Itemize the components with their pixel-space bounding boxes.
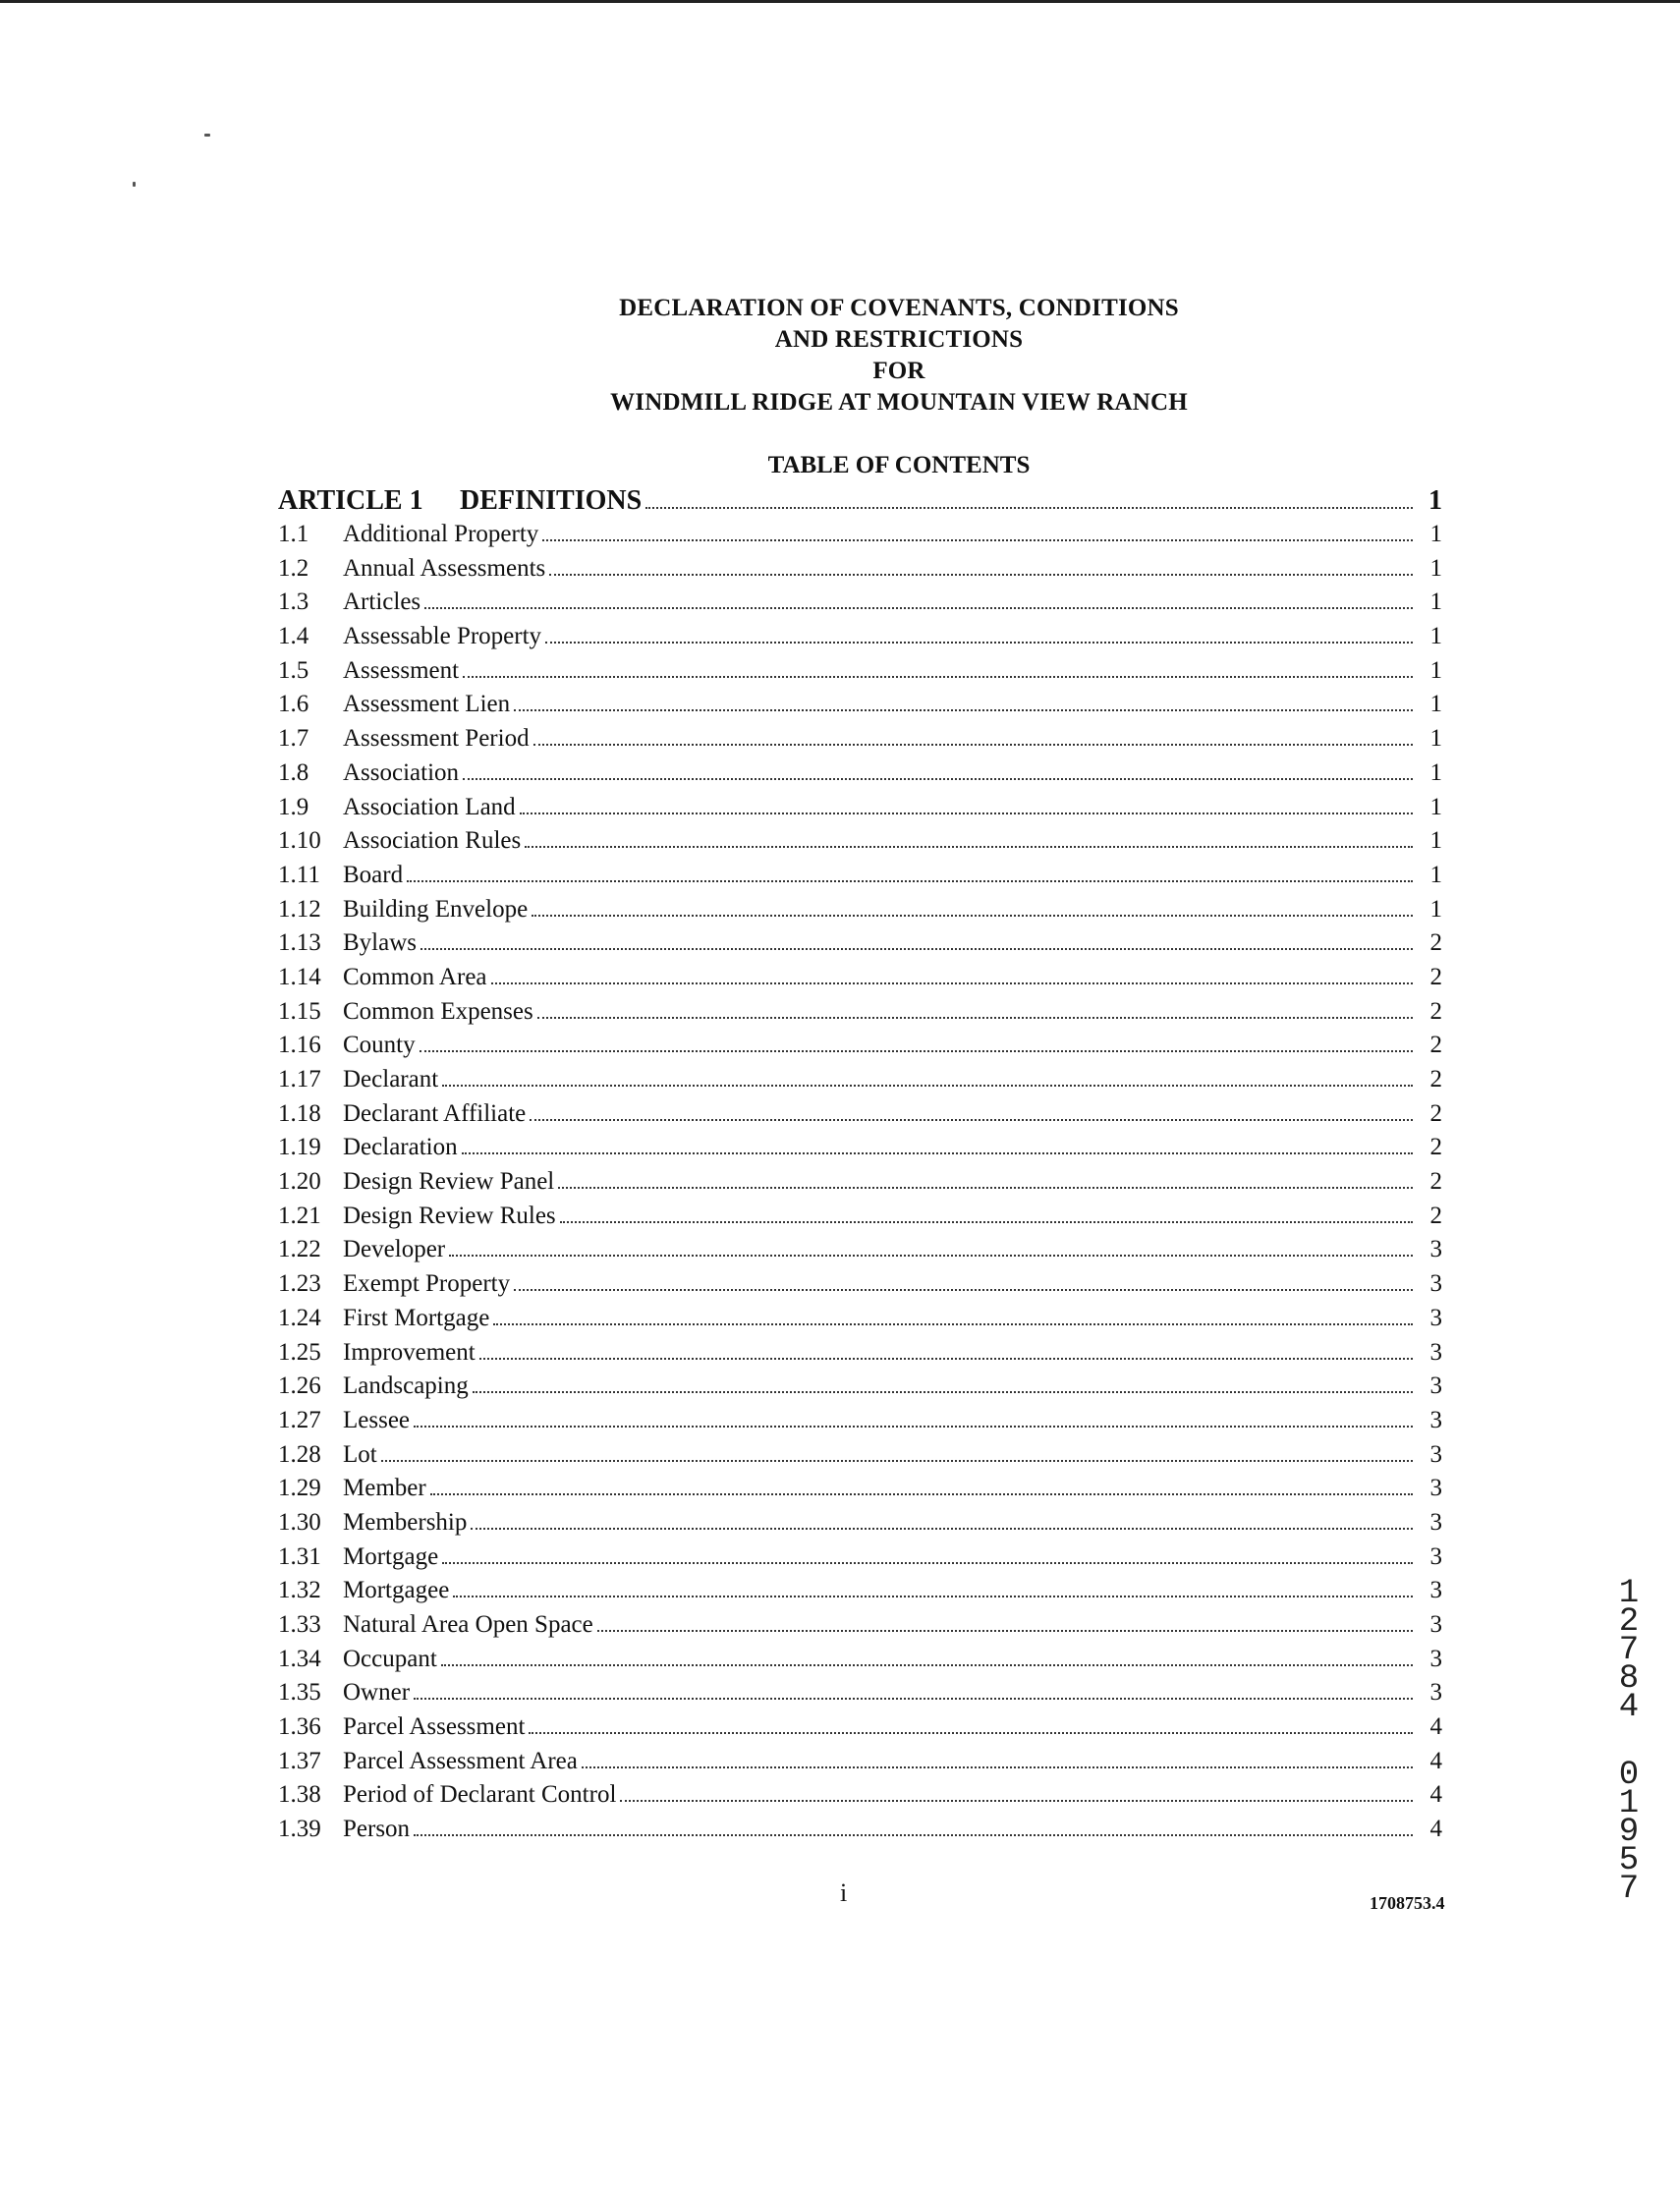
entry-label: Lot <box>343 1440 377 1468</box>
entry-number: 1.16 <box>278 1032 321 1059</box>
entry-page: 1 <box>1429 554 1442 582</box>
entry-page: 3 <box>1429 1440 1442 1468</box>
entry-number: 1.30 <box>278 1508 321 1536</box>
entry-number: 1.18 <box>278 1099 321 1127</box>
entry-label: Occupant <box>343 1645 437 1672</box>
entry-number: 1.35 <box>278 1679 321 1707</box>
entry-page: 4 <box>1429 1713 1442 1741</box>
dot-leader <box>471 1527 1413 1530</box>
entry-label: Declaration <box>343 1134 458 1161</box>
toc-entry-row[interactable] <box>278 794 1442 828</box>
dot-leader <box>597 1629 1413 1632</box>
entry-label: Association Land <box>343 793 516 820</box>
toc-entry-row[interactable] <box>278 862 1442 896</box>
entry-number: 1.28 <box>278 1440 321 1468</box>
entry-number: 1.15 <box>278 997 321 1025</box>
entry-page: 2 <box>1429 1202 1442 1229</box>
toc-entry-row[interactable] <box>278 1305 1442 1339</box>
entry-page: 2 <box>1429 997 1442 1025</box>
entry-page: 2 <box>1429 1066 1442 1092</box>
entry-number: 1.19 <box>278 1134 321 1161</box>
toc-entry-row[interactable] <box>278 1577 1442 1611</box>
toc-entry-row[interactable] <box>278 1203 1442 1237</box>
dot-leader <box>645 506 1413 509</box>
entry-label: Member <box>343 1475 426 1502</box>
entry-page: 3 <box>1429 1304 1442 1331</box>
article-label: DEFINITIONS <box>460 485 643 516</box>
entry-label: Additional Property <box>343 521 539 547</box>
entry-label: Mortgage <box>343 1542 439 1570</box>
entry-label: Assessment Period <box>343 725 530 753</box>
dot-leader <box>525 845 1413 848</box>
toc-entry-row[interactable] <box>278 1713 1442 1748</box>
entry-label: Common Area <box>343 963 487 990</box>
toc-entry-row[interactable] <box>278 1611 1442 1646</box>
dot-leader <box>407 879 1413 882</box>
entry-page: 2 <box>1429 1099 1442 1127</box>
document-title <box>0 293 1680 419</box>
entry-page: 3 <box>1429 1270 1442 1298</box>
dot-leader <box>420 1049 1413 1052</box>
dot-leader <box>462 1151 1413 1154</box>
stamp-digit: 5 <box>1618 1842 1640 1879</box>
dot-leader <box>558 1186 1413 1189</box>
dot-leader <box>381 1459 1413 1462</box>
entry-label: Person <box>343 1816 411 1843</box>
entry-page: 1 <box>1429 588 1442 616</box>
entry-number: 1.21 <box>278 1202 321 1229</box>
dot-leader <box>545 641 1413 644</box>
title-line: FOR <box>872 358 925 384</box>
toc-entry-row[interactable] <box>278 1066 1442 1100</box>
entry-number: 1.26 <box>278 1373 321 1400</box>
entry-number: 1.11 <box>278 861 320 888</box>
entry-page: 3 <box>1429 1406 1442 1433</box>
toc-entry-row[interactable] <box>278 1679 1442 1713</box>
toc-entry-row[interactable] <box>278 623 1442 657</box>
toc-entry-row[interactable] <box>278 1781 1442 1816</box>
toc-entry-row[interactable] <box>278 896 1442 930</box>
toc-entry-row[interactable] <box>278 725 1442 759</box>
entry-page: 2 <box>1429 1168 1442 1196</box>
entry-page: 2 <box>1429 1032 1442 1059</box>
entry-label: Assessable Property <box>343 623 542 650</box>
entry-number: 1.39 <box>278 1816 321 1843</box>
entry-label: County <box>343 1032 416 1059</box>
dot-leader <box>491 981 1413 984</box>
entry-label: Association Rules <box>343 827 522 855</box>
toc-entry-row[interactable] <box>278 691 1442 725</box>
entry-number: 1.6 <box>278 691 309 718</box>
stamp-gap <box>1609 1722 1649 1762</box>
entry-number: 1.27 <box>278 1406 321 1433</box>
toc-entry-row[interactable] <box>278 964 1442 998</box>
toc-entry-row[interactable] <box>278 1407 1442 1441</box>
entry-label: Design Review Rules <box>343 1202 556 1229</box>
toc-entry-row[interactable] <box>278 1748 1442 1782</box>
entry-page: 1 <box>1429 656 1442 684</box>
stamp-digit: 1 <box>1618 1785 1640 1822</box>
entry-number: 1.22 <box>278 1236 321 1263</box>
entry-number: 1.4 <box>278 623 309 650</box>
entry-label: Design Review Panel <box>343 1168 555 1196</box>
toc-entry-row[interactable] <box>278 521 1442 555</box>
stamp-digit: 7 <box>1618 1632 1640 1669</box>
entry-number: 1.32 <box>278 1577 321 1604</box>
entry-page: 1 <box>1429 793 1442 820</box>
toc-entry-row[interactable] <box>278 1270 1442 1305</box>
toc-heading: TABLE OF CONTENTS <box>767 452 1031 478</box>
entry-label: Lessee <box>343 1406 411 1433</box>
entry-page: 1 <box>1429 521 1442 547</box>
entry-label: Landscaping <box>343 1373 469 1400</box>
dot-leader <box>453 1595 1413 1597</box>
entry-label: Period of Declarant Control <box>343 1781 617 1809</box>
toc-entry-row[interactable] <box>278 1339 1442 1373</box>
toc-entry-row[interactable] <box>278 588 1442 623</box>
entry-page: 3 <box>1429 1475 1442 1502</box>
entry-number: 1.38 <box>278 1781 321 1809</box>
dot-leader <box>442 1084 1413 1087</box>
entry-page: 1 <box>1429 725 1442 753</box>
dot-leader <box>493 1322 1413 1325</box>
toc-entry-row[interactable] <box>278 1441 1442 1476</box>
toc-entry-row[interactable] <box>278 1236 1442 1270</box>
entry-label: Developer <box>343 1236 446 1263</box>
dot-leader <box>442 1561 1413 1564</box>
entry-number: 1.24 <box>278 1304 321 1331</box>
entry-label: Declarant Affiliate <box>343 1099 527 1127</box>
stamp-digit: 8 <box>1618 1660 1640 1698</box>
toc-entry-row[interactable] <box>278 827 1442 862</box>
entry-label: Parcel Assessment <box>343 1713 526 1741</box>
entry-page: 4 <box>1429 1816 1442 1843</box>
dot-leader <box>463 777 1413 780</box>
toc-entry-row[interactable] <box>278 1032 1442 1066</box>
entry-page: 1 <box>1429 691 1442 718</box>
title-line: WINDMILL RIDGE AT MOUNTAIN VIEW RANCH <box>610 389 1188 416</box>
entry-page: 3 <box>1429 1679 1442 1707</box>
toc-entry-row[interactable] <box>278 1134 1442 1168</box>
dot-leader <box>549 573 1413 576</box>
entry-number: 1.29 <box>278 1475 321 1502</box>
stamp-digit: 2 <box>1618 1603 1640 1641</box>
entry-number: 1.13 <box>278 929 321 957</box>
entry-number: 1.33 <box>278 1611 321 1638</box>
dot-leader <box>449 1254 1413 1257</box>
dot-leader <box>479 1357 1413 1360</box>
dot-leader <box>620 1799 1413 1802</box>
dot-leader <box>514 708 1413 711</box>
entry-label: Bylaws <box>343 929 417 957</box>
entry-page: 1 <box>1429 861 1442 888</box>
entry-number: 1.12 <box>278 895 321 923</box>
dot-leader <box>463 675 1413 678</box>
dot-leader <box>514 1288 1413 1291</box>
entry-number: 1.8 <box>278 758 309 786</box>
entry-number: 1.14 <box>278 963 321 990</box>
entry-number: 1.3 <box>278 588 309 616</box>
entry-label: Building Envelope <box>343 895 529 923</box>
entry-label: Articles <box>343 588 421 616</box>
title-line: AND RESTRICTIONS <box>774 326 1024 353</box>
entry-label: Mortgagee <box>343 1577 450 1604</box>
entry-label: First Mortgage <box>343 1304 490 1331</box>
entry-page: 3 <box>1429 1236 1442 1263</box>
entry-page: 3 <box>1429 1577 1442 1604</box>
toc-entry-row[interactable] <box>278 1475 1442 1509</box>
toc-entry-row[interactable] <box>278 929 1442 964</box>
toc-entry-row[interactable] <box>278 1816 1442 1850</box>
toc-entry-row[interactable] <box>278 555 1442 589</box>
dot-leader <box>530 1118 1413 1121</box>
entry-number: 1.25 <box>278 1338 321 1366</box>
stamp-digit: 7 <box>1618 1871 1640 1908</box>
dot-leader <box>414 1697 1413 1700</box>
entry-label: Declarant <box>343 1066 439 1092</box>
entry-page: 3 <box>1429 1373 1442 1400</box>
entry-page: 4 <box>1429 1781 1442 1809</box>
dot-leader <box>420 947 1413 950</box>
entry-page: 2 <box>1429 963 1442 990</box>
toc-entry-row[interactable] <box>278 759 1442 794</box>
toc-entry-row[interactable] <box>278 1373 1442 1407</box>
toc-entry-row[interactable] <box>278 1168 1442 1203</box>
entry-number: 1.1 <box>278 521 309 547</box>
entry-number: 1.5 <box>278 656 309 684</box>
entry-number: 1.36 <box>278 1713 321 1741</box>
entry-page: 3 <box>1429 1645 1442 1672</box>
side-stamp-number <box>1609 1575 1649 1908</box>
entry-page: 3 <box>1429 1542 1442 1570</box>
toc-entry-row[interactable] <box>278 657 1442 692</box>
stamp-digit: 0 <box>1618 1757 1640 1794</box>
dot-leader <box>560 1220 1413 1223</box>
dot-leader <box>430 1492 1413 1495</box>
toc-entry-row[interactable] <box>278 1543 1442 1578</box>
entry-page: 2 <box>1429 1134 1442 1161</box>
entry-page: 4 <box>1429 1747 1442 1774</box>
stamp-digit: 9 <box>1618 1814 1640 1851</box>
entry-number: 1.20 <box>278 1168 321 1196</box>
dot-leader <box>542 538 1413 541</box>
dot-leader <box>582 1765 1413 1768</box>
dot-leader <box>532 914 1413 917</box>
title-line: DECLARATION OF COVENANTS, CONDITIONS <box>619 295 1179 321</box>
entry-label: Owner <box>343 1679 411 1707</box>
article-page: 1 <box>1428 485 1442 516</box>
page-top-edge <box>0 0 1680 3</box>
entry-number: 1.7 <box>278 725 309 753</box>
entry-number: 1.17 <box>278 1066 321 1092</box>
toc-entry-row[interactable] <box>278 1646 1442 1680</box>
dot-leader <box>441 1663 1413 1666</box>
entry-page: 1 <box>1429 623 1442 650</box>
page-number: i <box>840 1878 848 1907</box>
article-number: ARTICLE 1 <box>278 485 423 516</box>
toc-article-row[interactable] <box>278 485 1442 521</box>
entry-label: Natural Area Open Space <box>343 1611 593 1638</box>
table-of-contents <box>278 485 1442 1850</box>
entry-label: Board <box>343 861 404 888</box>
entry-number: 1.9 <box>278 793 309 820</box>
entry-label: Common Expenses <box>343 997 533 1025</box>
entry-number: 1.37 <box>278 1747 321 1774</box>
entry-number: 1.10 <box>278 827 321 855</box>
toc-entry-row[interactable] <box>278 998 1442 1033</box>
dot-leader <box>424 606 1413 609</box>
dot-leader <box>529 1731 1413 1734</box>
entry-label: Association <box>343 758 460 786</box>
toc-entry-row[interactable] <box>278 1509 1442 1543</box>
stamp-digit: 4 <box>1618 1689 1640 1726</box>
entry-page: 2 <box>1429 929 1442 957</box>
toc-entry-row[interactable] <box>278 1100 1442 1135</box>
entry-page: 1 <box>1429 827 1442 855</box>
entry-page: 1 <box>1429 895 1442 923</box>
dot-leader <box>520 812 1413 814</box>
entry-label: Annual Assessments <box>343 554 546 582</box>
entry-label: Improvement <box>343 1338 476 1366</box>
entry-number: 1.31 <box>278 1542 321 1570</box>
entry-label: Exempt Property <box>343 1270 511 1298</box>
entry-page: 3 <box>1429 1611 1442 1638</box>
dot-leader <box>414 1425 1413 1428</box>
scan-speck <box>133 182 136 187</box>
entry-page: 1 <box>1429 758 1442 786</box>
entry-label: Assessment Lien <box>343 691 511 718</box>
entry-number: 1.2 <box>278 554 309 582</box>
entry-page: 3 <box>1429 1508 1442 1536</box>
scan-speck <box>204 134 210 137</box>
entry-page: 3 <box>1429 1338 1442 1366</box>
toc-entries <box>278 521 1442 1850</box>
dot-leader <box>533 743 1413 746</box>
dot-leader <box>473 1390 1413 1393</box>
entry-label: Parcel Assessment Area <box>343 1747 578 1774</box>
entry-label: Assessment <box>343 656 460 684</box>
entry-label: Membership <box>343 1508 468 1536</box>
entry-number: 1.34 <box>278 1645 321 1672</box>
stamp-digit: 1 <box>1618 1575 1640 1612</box>
dot-leader <box>414 1833 1413 1836</box>
document-id: 1708753.4 <box>1370 1893 1445 1913</box>
dot-leader <box>537 1016 1413 1019</box>
entry-number: 1.23 <box>278 1270 321 1298</box>
